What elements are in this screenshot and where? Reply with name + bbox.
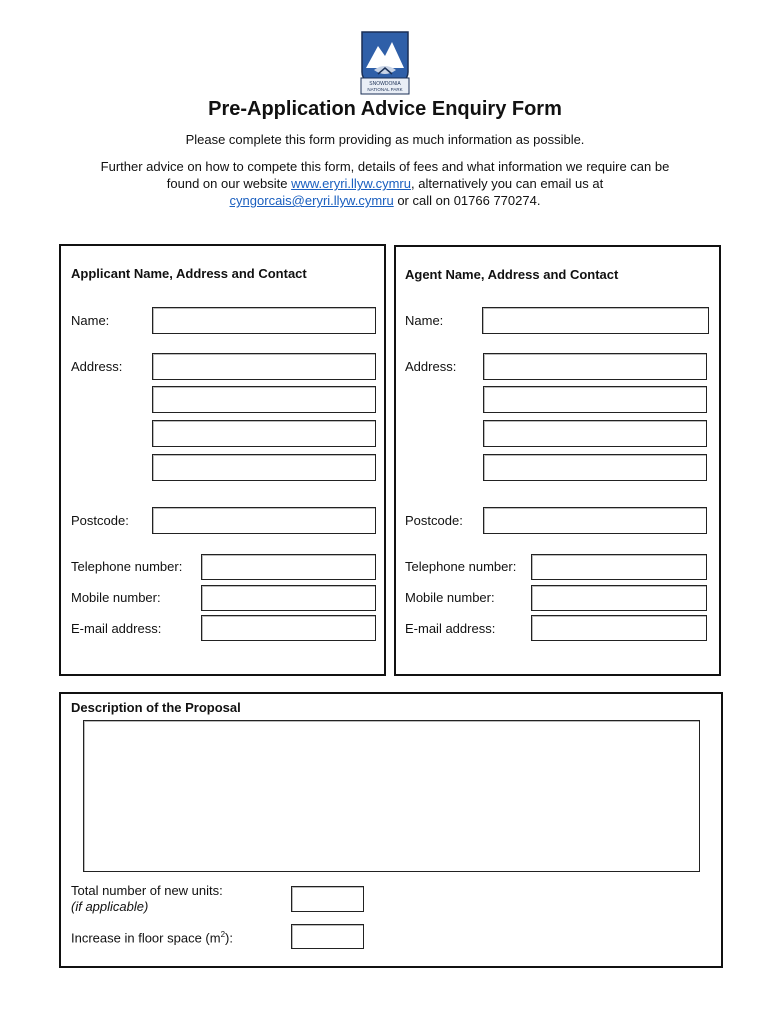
applicant-address-line2[interactable]	[152, 386, 376, 413]
agent-name-label: Name:	[405, 313, 444, 328]
advice-text	[90, 158, 680, 209]
agent-postcode-label: Postcode:	[405, 513, 463, 528]
agent-telephone-field[interactable]	[531, 554, 707, 580]
agent-telephone-label: Telephone number:	[405, 559, 517, 574]
proposal-heading: Description of the Proposal	[71, 700, 241, 715]
applicant-postcode-field[interactable]	[152, 507, 376, 534]
applicant-name-label: Name:	[71, 313, 110, 328]
floor-space-label	[71, 930, 233, 945]
applicant-postcode-label: Postcode:	[71, 513, 129, 528]
applicant-address-label: Address:	[71, 359, 123, 374]
agent-address-line3[interactable]	[483, 420, 707, 447]
agent-mobile-field[interactable]	[531, 585, 707, 611]
applicant-address-line3[interactable]	[152, 420, 376, 447]
applicant-heading: Applicant Name, Address and Contact	[71, 266, 307, 281]
agent-mobile-label: Mobile number:	[405, 590, 495, 605]
snowdonia-logo	[358, 28, 412, 96]
logo-line2: NATIONAL PARK	[367, 87, 403, 92]
applicant-address-line1[interactable]	[152, 353, 376, 380]
agent-address-line4[interactable]	[483, 454, 707, 481]
applicant-mobile-field[interactable]	[201, 585, 376, 611]
applicant-email-label: E-mail address:	[71, 621, 162, 636]
floor-label-text: Increase in floor space (m	[71, 930, 221, 946]
intro-text: Please complete this form providing as much information as possible.	[185, 132, 585, 147]
advice-part1: Further advice on how to compete this form, details of fees and what information we require can be found on our website	[100, 159, 670, 191]
applicant-mobile-label: Mobile number:	[71, 590, 161, 605]
agent-address-line2[interactable]	[483, 386, 707, 413]
logo-line1: SNOWDONIA	[369, 81, 401, 87]
applicant-telephone-field[interactable]	[201, 554, 376, 580]
email-link[interactable]: cyngorcais@eryri.llyw.cymru	[229, 193, 394, 208]
applicant-address-line4[interactable]	[152, 454, 376, 481]
applicant-email-field[interactable]	[201, 615, 376, 641]
applicant-name-field[interactable]	[152, 307, 376, 334]
agent-postcode-field[interactable]	[483, 507, 707, 534]
agent-address-line1[interactable]	[483, 353, 707, 380]
agent-heading: Agent Name, Address and Contact	[405, 267, 619, 282]
applicant-telephone-label: Telephone number:	[71, 559, 183, 574]
units-label: Total number of new units:	[71, 883, 223, 898]
advice-part3: or call on 01766 770274.	[393, 193, 541, 208]
floor-space-field[interactable]	[291, 924, 364, 949]
units-field[interactable]	[291, 886, 364, 912]
units-note: (if applicable)	[71, 899, 149, 914]
floor-label-suffix: ):	[225, 930, 233, 946]
proposal-description-field[interactable]	[83, 720, 700, 872]
agent-email-label: E-mail address:	[405, 621, 496, 636]
website-link[interactable]: www.eryri.llyw.cymru	[291, 176, 411, 191]
page-title: Pre-Application Advice Enquiry Form	[208, 98, 562, 120]
advice-part2: , alternatively you can email us at	[411, 176, 604, 191]
agent-address-label: Address:	[405, 359, 457, 374]
agent-name-field[interactable]	[482, 307, 709, 334]
floor-label-sup: 2	[220, 930, 226, 939]
agent-email-field[interactable]	[531, 615, 707, 641]
